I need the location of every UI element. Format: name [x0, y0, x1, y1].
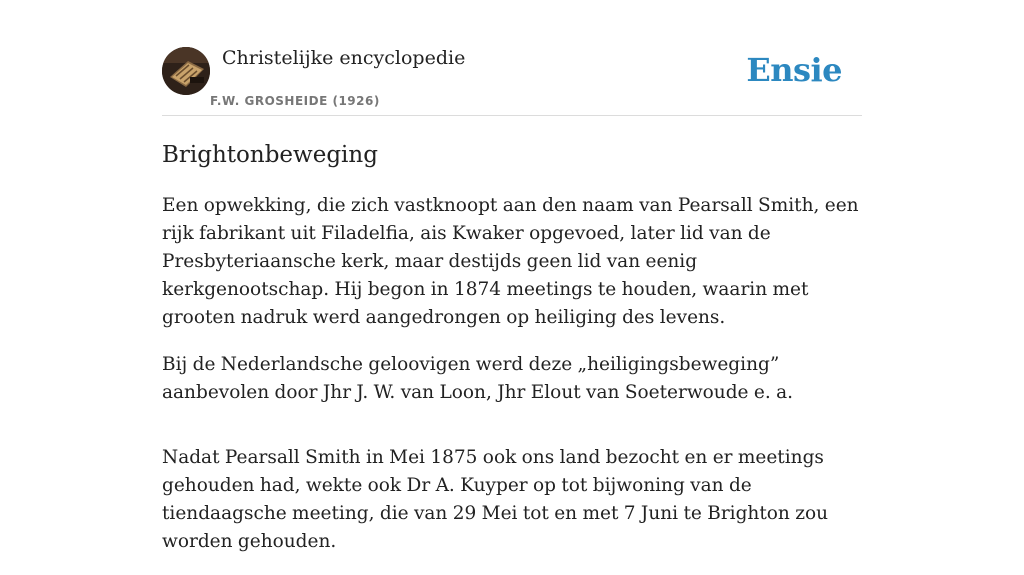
article-title: Brightonbeweging: [162, 142, 378, 168]
article-paragraph: Nadat Pearsall Smith in Mei 1875 ook ons land bezocht en er meetings gehouden had, wekte ook Dr A. Kuyper op tot bijwoning van de tiendaagsche meeting, die van 29 Mei tot en met 7 Juni te Brighton zou worden gehouden.: [162, 447, 829, 552]
book-title[interactable]: Christelijke encyclopedie: [222, 47, 466, 69]
book-author: F.W. GROSHEIDE (1926): [210, 94, 380, 108]
article-paragraph: Een opwekking, die zich vastknoopt aan den naam van Pearsall Smith, een rijk fabrikant uit Filadelfia, ais Kwaker opgevoed, later lid van de Presbyteriaansche kerk, maar destijds geen lid van eenig kerkgenootschap. Hij begon in 1874 meetings te houden, waarin met grooten nadruk werd aangedrongen op heiliging des levens.: [162, 195, 859, 328]
source-header: [162, 0, 862, 116]
book-cover-icon[interactable]: [162, 47, 210, 95]
article-paragraph: Bij de Nederlandsche geloovigen werd deze „heiligingsbeweging” aanbevolen door Jhr J. W. van Loon, Jhr Elout van Soeterwoude e. a.: [162, 354, 793, 403]
article-page: [162, 0, 862, 552]
brand-logo[interactable]: Ensie: [746, 51, 842, 89]
article-body: [162, 192, 862, 575]
